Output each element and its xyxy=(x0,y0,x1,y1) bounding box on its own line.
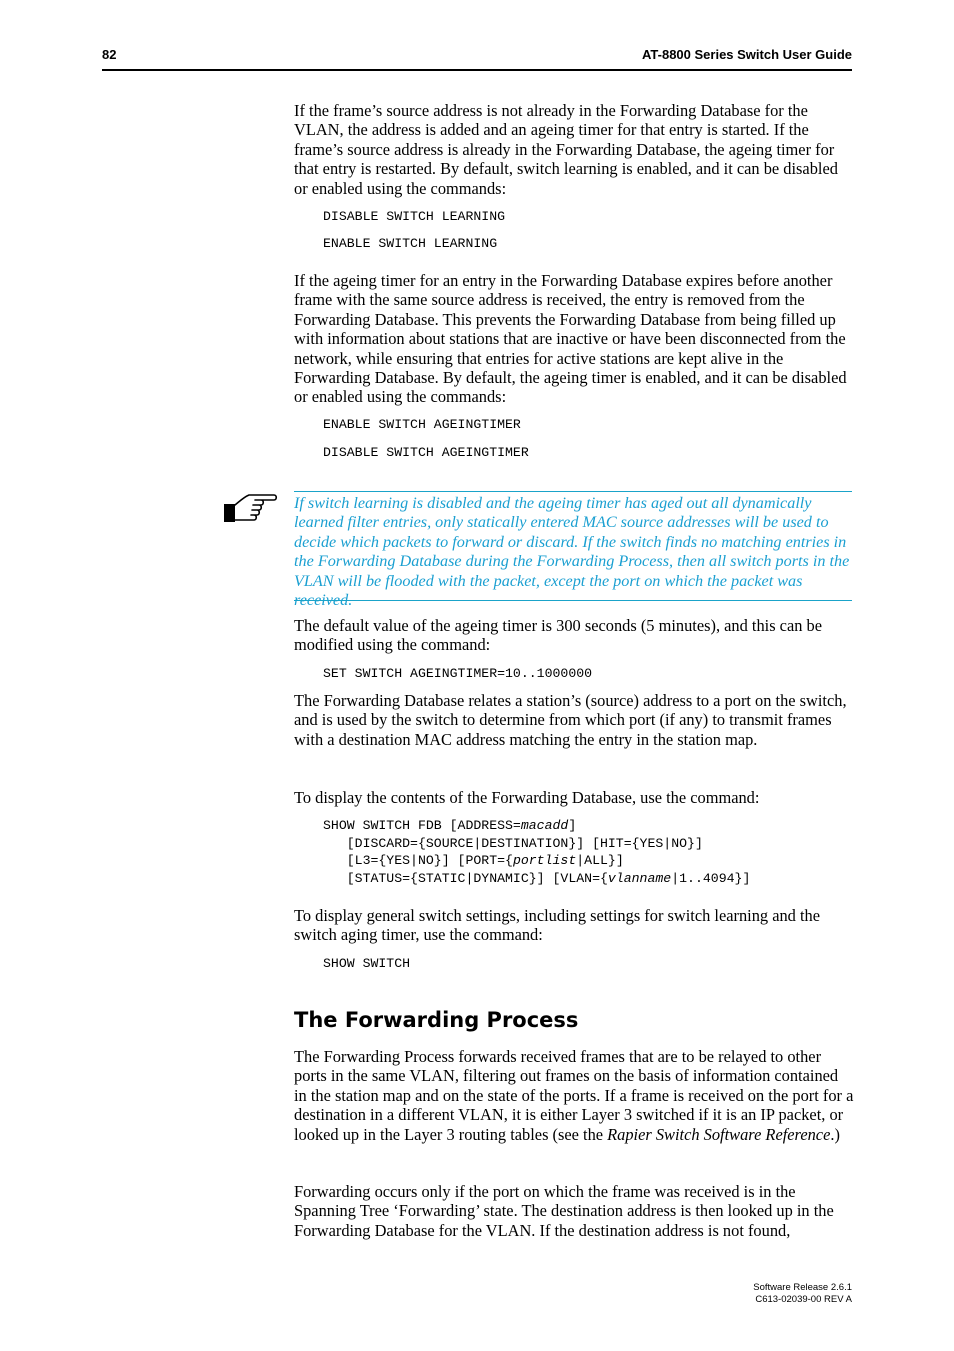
note-bottom-rule xyxy=(294,600,852,601)
page-footer xyxy=(753,1282,852,1305)
fdb-line-4-end: |1..4094}] xyxy=(671,870,751,886)
paragraph-forwarding-database: The Forwarding Database relates a station’s (source) address to a port on the switch, and is used by the switch to determine from which port (if any) to transmit frames with a destination MAC address matching the entry in the station map. xyxy=(294,691,847,749)
note-top-rule xyxy=(294,491,852,492)
page-header xyxy=(102,47,852,71)
forwarding-process-text: The Forwarding Process forwards received frames that are to be relayed to other ports in the same VLAN, filtering out frames on the basis of information contained in the station map and on the state of the ports. If a frame is received on the port for a destination in a different VLAN, it is either Layer 3 switched if it is an IP packet, or looked up in the Layer 3 routing tables (see the xyxy=(294,1047,854,1144)
paragraph-ageing-timer: If the ageing timer for an entry in the Forwarding Database expires before another frame with the same source address is received, the entry is removed from the Forwarding Database. This prevents the Forwarding Database from being filled up with information about stations that are inactive or have been disconnected from the network, while ensuring that entries for active stations are kept alive in the Forwarding Database. By default, the ageing timer is enabled, and it can be disabled or enabled using the commands: xyxy=(294,271,847,407)
command-show-fdb xyxy=(323,817,750,887)
fdb-macadd-variable: macadd xyxy=(520,818,569,833)
command-set-ageingtimer: SET SWITCH AGEINGTIMER=10..1000000 xyxy=(323,666,593,681)
command-disable-ageingtimer: DISABLE SWITCH AGEINGTIMER xyxy=(323,445,529,460)
command-show-switch: SHOW SWITCH xyxy=(323,956,411,971)
command-enable-ageingtimer: ENABLE SWITCH AGEINGTIMER xyxy=(323,417,521,432)
section-heading: The Forwarding Process xyxy=(294,1008,579,1032)
paragraph-source-address: If the frame’s source address is not already in the Forwarding Database for the VLAN, the address is added and an ageing timer for that entry is started. If the frame’s source address is already in the Forwarding Database, the ageing timer for that entry is restarted. By default, switch learning is enabled, and it can be disabled or enabled using the commands: xyxy=(294,101,838,198)
fdb-line-4-start: [STATUS={STATIC|DYNAMIC}] [VLAN={ xyxy=(323,870,608,886)
pointing-hand-icon xyxy=(222,490,278,524)
paragraph-display-fdb: To display the contents of the Forwarding Database, use the command: xyxy=(294,788,760,807)
paragraph-display-switch: To display general switch settings, including settings for switch learning and the switch aging timer, use the command: xyxy=(294,906,820,945)
paragraph-default-ageing: The default value of the ageing timer is 300 seconds (5 minutes), and this can be modified using the command: xyxy=(294,616,822,655)
running-title: AT-8800 Series Switch User Guide xyxy=(641,47,852,62)
forwarding-process-text-end: .) xyxy=(830,1124,840,1144)
paragraph-forwarding-occurs: Forwarding occurs only if the port on which the frame was received is in the Spanning Tree ‘Forwarding’ state. The destination address is then looked up in the Forwarding Database for the VLAN. If the destination address is not found, xyxy=(294,1182,834,1240)
footer-release: Software Release 2.6.1 xyxy=(753,1282,852,1293)
fdb-line-2: [DISCARD={SOURCE|DESTINATION}] [HIT={YES|NO}] xyxy=(323,835,703,851)
fdb-line-3-start: [L3={YES|NO}] [PORT={ xyxy=(323,853,513,869)
footer-doc-id: C613-02039-00 REV A xyxy=(755,1293,852,1305)
reference-title: Rapier Switch Software Reference xyxy=(607,1124,831,1144)
paragraph-forwarding-process xyxy=(294,1047,854,1144)
fdb-portlist-variable: portlist xyxy=(512,853,577,869)
command-disable-learning: DISABLE SWITCH LEARNING xyxy=(323,209,506,224)
fdb-line-1-end: ] xyxy=(568,818,577,833)
page-number: 82 xyxy=(102,47,117,62)
fdb-line-3-end: |ALL}] xyxy=(576,853,624,869)
fdb-vlanname-variable: vlanname xyxy=(607,870,672,886)
note-text: If switch learning is disabled and the ageing timer has aged out all dynamically learned filter entries, only statically entered MAC source addresses will be used to decide which packets to forward or discard. If the switch finds no matching entries in the Forwarding Database during the Forwarding Process, then all switch ports in the VLAN will be flooded with the packet, except the port on which the packet was received. xyxy=(294,494,850,610)
fdb-line-1-start: SHOW SWITCH FDB [ADDRESS= xyxy=(323,818,521,833)
command-enable-learning: ENABLE SWITCH LEARNING xyxy=(323,236,498,251)
